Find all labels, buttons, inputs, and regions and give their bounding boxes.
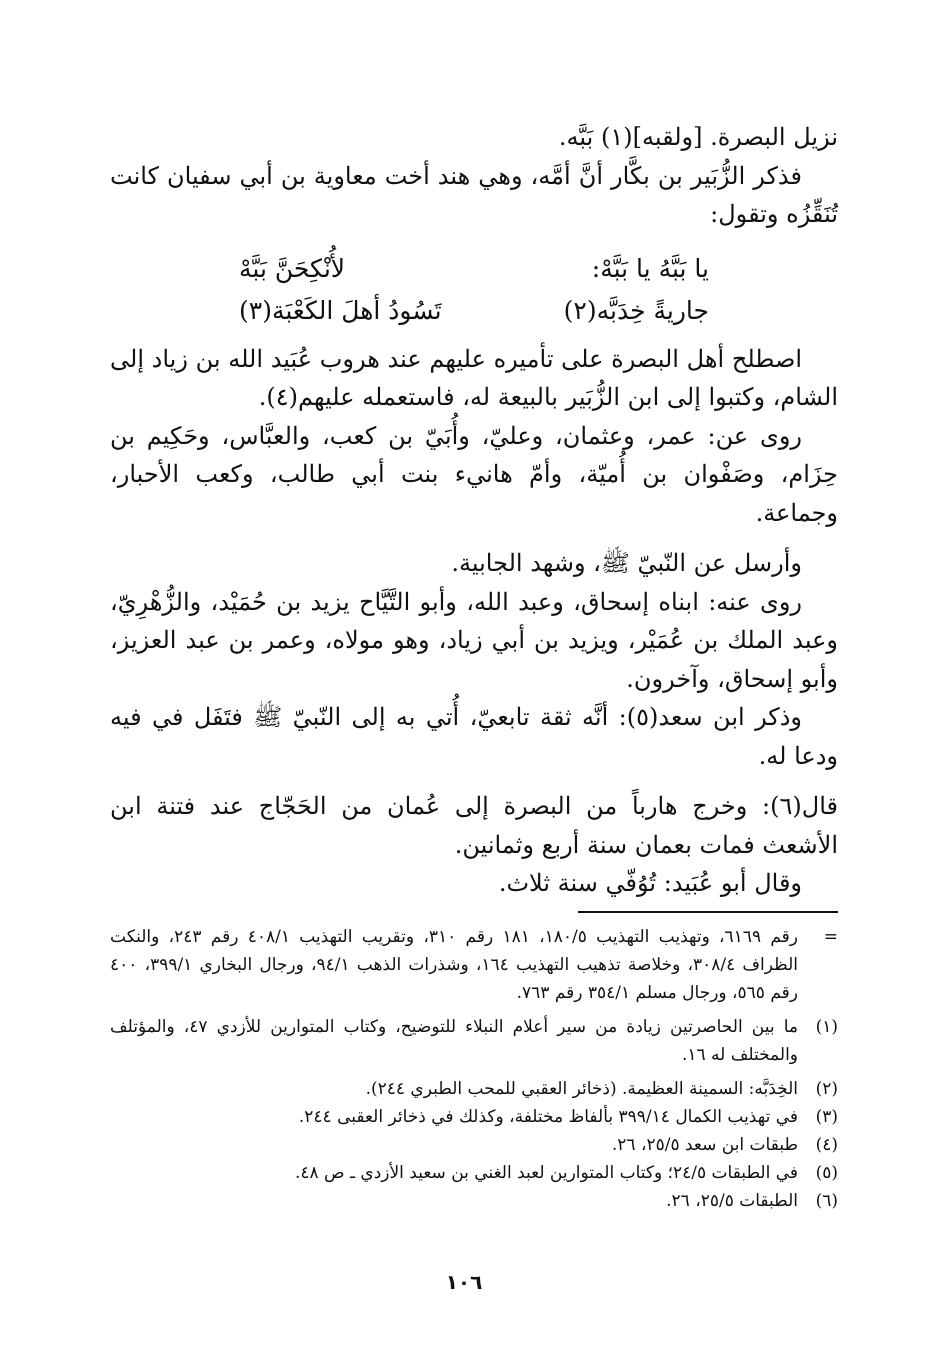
main-text (110, 118, 838, 903)
poem (239, 248, 709, 332)
footnote-6 (110, 1187, 838, 1215)
paragraph-6: روى عنه: ابناه إسحاق، وعبد الله، وأبو التَّيَّاح يزيد بن حُمَيْد، والزُّهْرِيّ، وعبد الملك بن عُمَيْر، ويزيد بن أبي زياد، وهو مولاه، وعمر بن عبد العزيز، وأبو إسحاق، وآخرون. (110, 587, 838, 693)
footnote-continuation (110, 923, 838, 1007)
footnote-number: (٢) (815, 1078, 838, 1099)
footnote-text: في الطبقات ٢٤/٥؛ وكتاب المتوارين لعبد الغني بن سعيد الأزدي ـ ص ٤٨. (294, 1162, 798, 1183)
poem-line-1 (239, 248, 709, 290)
poem-line-1-second-hemistich: لأُنْكِحَنَّ بَبَّهْ (239, 253, 346, 283)
footnote-4 (110, 1131, 838, 1159)
footnote-text: في تهذيب الكمال ٣٩٩/١٤ بألفاظ مختلفة، وكذلك في ذخائر العقبى ٢٤٤. (298, 1106, 798, 1127)
poem-line-2 (239, 290, 709, 332)
footnote-separator (578, 911, 838, 913)
paragraph-9: وقال أبو عُبَيد: تُوُفّي سنة ثلاث. (498, 869, 802, 897)
footnote-text: الخِدَبَّه: السمينة العظيمة. (ذخائر العقبي للمحب الطبري ٢٤٤). (365, 1078, 798, 1099)
paragraph-5: وأرسل عن النّبيّ ﷺ، وشهد الجابية. (451, 549, 802, 577)
footnote-2 (110, 1075, 838, 1103)
paragraph-3: اصطلح أهل البصرة على تأميره عليهم عند هروب عُبَيد الله بن زياد إلى الشام، وكتبوا إلى ابن الزُّبَير بالبيعة له، فاستعمله عليهم(٤). (110, 344, 838, 411)
footnote-text: الطبقات ٢٥/٥، ٢٦. (666, 1190, 798, 1211)
paragraph-4: روى عن: عمر، وعثمان، وعليّ، وأُبَيّ بن كعب، والعبَّاس، وحَكِيم بن حِزَام، وصَفْوان بن أُميّة، وأمّ هانيء بنت أبي طالب، وكعب الأحبار، وجماعة. (110, 421, 838, 527)
footnote-number: (٦) (815, 1190, 838, 1211)
footnote-1 (110, 1013, 838, 1069)
paragraph-7: وذكر ابن سعد(٥): أنَّه ثقة تابعيّ، أُتي به إلى النّبيّ ﷺ فتَفَل في فيه ودعا له. (110, 703, 838, 770)
footnote-text: طبقات ابن سعد ٢٥/٥، ٢٦. (611, 1134, 798, 1155)
footnote-number: (٥) (815, 1162, 838, 1183)
paragraph-8: قال(٦): وخرج هارباً من البصرة إلى عُمان من الحَجّاج عند فتنة ابن الأشعث فمات بعمان سنة أربع وثمانين. (110, 792, 838, 859)
footnotes (110, 923, 838, 1215)
poem-line-2-second-hemistich: تَسُودُ أهلَ الكَعْبَة(٣) (239, 295, 442, 325)
footnote-continuation-text: رقم ٦١٦٩، وتهذيب التهذيب ١٨٠/٥، ١٨١ رقم ٣١٠، وتقريب التهذيب ٤٠٨/١ رقم ٢٤٣، والنكت الظراف ٣٠٨/٤، وخلاصة تذهيب التهذيب ١٦٤، وشذرات الذهب ٩٤/١، ورجال البخاري ٣٩٩/١، ٤٠٠ رقم ٥٦٥، ورجال مسلم ٣٥٤/١ رقم ٧٦٣. (110, 926, 799, 1003)
footnote-continuation-marker: = (823, 926, 838, 947)
footnote-5 (110, 1159, 838, 1187)
paragraph-1: نزيل البصرة. [ولقبه](١) بَبَّه. (558, 123, 838, 151)
poem-line-1-first-hemistich: يا بَبَّهُ يا بَبَّهْ: (591, 253, 709, 283)
footnote-number: (٤) (815, 1134, 838, 1155)
footnote-text: ما بين الحاصرتين زيادة من سير أعلام النبلاء للتوضيح، وكتاب المتوارين للأزدي ٤٧، والمؤتلف والمختلف له ١٦. (110, 1016, 799, 1065)
page (110, 118, 838, 1215)
paragraph-2: فذكر الزُّبَير بن بكَّار أنَّ أمَّه، وهي هند أخت معاوية بن أبي سفيان كانت تُنَقِّزُه وتقول: (110, 161, 838, 228)
footnote-number: (٣) (815, 1106, 838, 1127)
footnote-3 (110, 1103, 838, 1131)
poem-line-2-first-hemistich: جاريةً خِدَبَّه(٢) (563, 295, 709, 325)
page-number: ١٠٦ (445, 1270, 483, 1294)
footnote-number: (١) (815, 1016, 838, 1037)
